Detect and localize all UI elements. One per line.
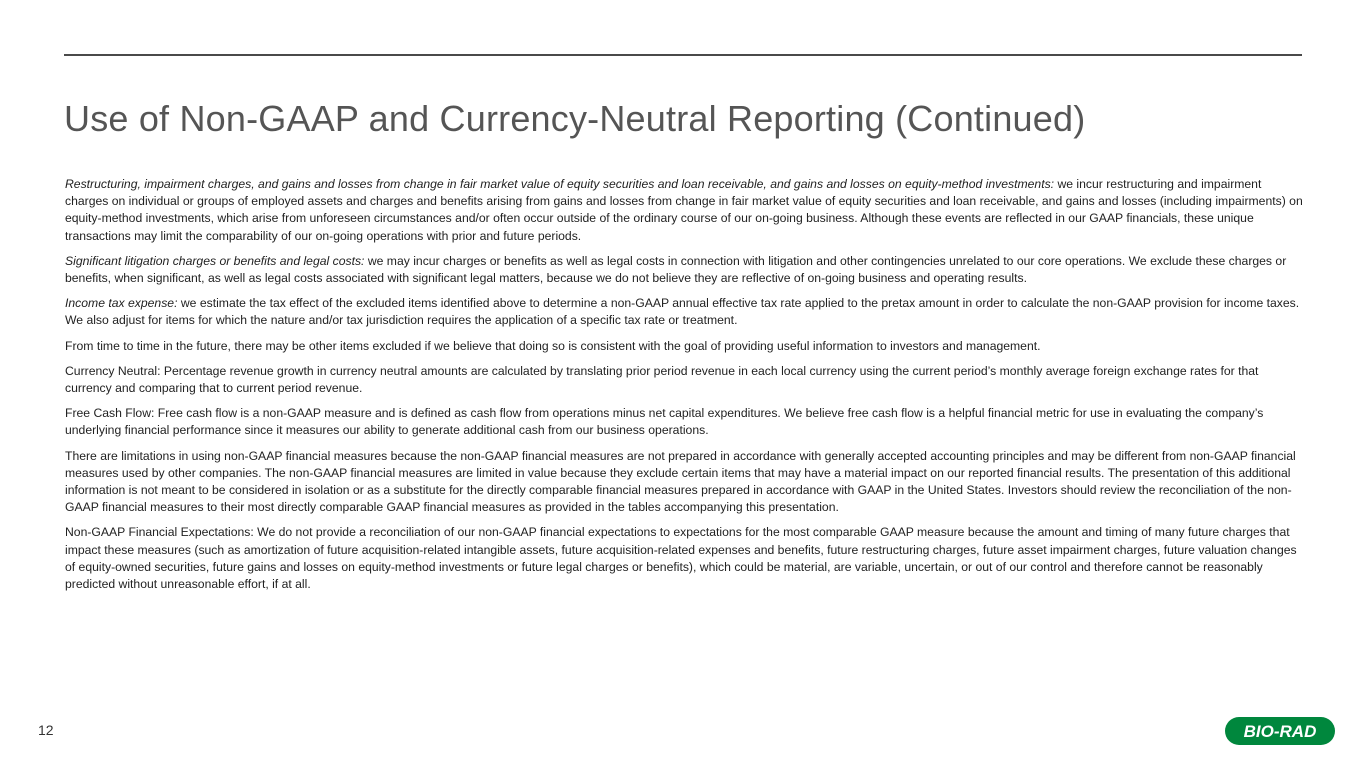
paragraph-free-cash-flow: Free Cash Flow: Free cash flow is a non-GAAP measure and is defined as cash flow from operations minus net capital expenditures. We believe free cash flow is a helpful financial metric for use in evaluating the company’s underlying financial performance since it measures our ability to generate additional cash from our business operations. [65,406,1264,438]
paragraph-restructuring [65,176,1305,245]
paragraph-limitations: There are limitations in using non-GAAP financial measures because the non-GAAP financial measures are not prepared in accordance with generally accepted accounting principles and may be different from non-GAAP financial measures used by other companies. The non-GAAP financial measures are limited in value because they exclude certain items that may have a material impact on our reported financial results. The presentation of this additional information is not meant to be considered in isolation or as a substitute for the directly comparable financial measures prepared in accordance with GAAP in the United States. Investors should review the reconciliation of the non-GAAP financial measures to their most directly comparable GAAP financial measures as provided in the tables accompanying this presentation. [65,448,1296,515]
page-number: 12 [38,722,54,738]
logo-text: BIO-RAD [1243,722,1317,741]
bio-rad-logo [1224,716,1336,746]
paragraph-text: we incur restructuring and impairment charges on individual or groups of employed assets and charges and benefits arising from gains and losses from change in fair market value of equity securities and loan receivable, and gains and losses (including impairments) on equity-method investments, which arise from unforeseen circumstances and/or often occur outside of the ordinary course of our on-going business. Although these events are reflected in our GAAP financials, these unique transactions may limit the comparability of our on-going operations with prior and future periods. [65,177,1303,243]
paragraph-currency-neutral: Currency Neutral: Percentage revenue growth in currency neutral amounts are calculated by translating prior period revenue in each local currency using the current period’s monthly average foreign exchange rates for that currency and comparing that to current period revenue. [65,363,1259,396]
paragraph-text: we may incur charges or benefits as well as legal costs in connection with litigation and other contingencies unrelated to our core operations. We exclude these charges or benefits, when significant, as well as legal costs associated with significant legal matters, because we do not believe they are reflective of on-going business and operating results. [65,253,1287,286]
paragraph-other-items: From time to time in the future, there may be other items excluded if we believe that doing so is consistent with the goal of providing useful information to investors and management. [65,338,1041,353]
paragraph-text: we estimate the tax effect of the excluded items identified above to determine a non-GAAP annual effective tax rate applied to the pretax amount in order to calculate the non-GAAP provision for income taxes. We also adjust for items for which the nature and/or tax jurisdiction requires the application of a specific tax rate or treatment. [65,296,1300,328]
paragraph-lead: Income tax expense: [65,296,178,311]
paragraph-lead: Significant litigation charges or benefits and legal costs: [65,253,365,268]
page-title: Use of Non-GAAP and Currency-Neutral Reporting (Continued) [64,98,1086,139]
paragraph-lead: Restructuring, impairment charges, and gains and losses from change in fair market value of equity securities and loan receivable, and gains and losses on equity-method investments: [65,177,1055,191]
paragraph-litigation [65,253,1305,287]
top-divider [64,54,1302,56]
paragraph-expectations: Non-GAAP Financial Expectations: We do not provide a reconciliation of our non-GAAP financial expectations to expectations for the most comparable GAAP measure because the amount and timing of many future charges that impact these measures (such as amortization of future acquisition-related intangible assets, future acquisition-related expenses and benefits, future restructuring charges, future asset impairment charges, future valuation changes of equity-owned securities, future gains and losses on equity-method investments or future legal charges or benefits), which could be material, are variable, uncertain, or out of our control and therefore cannot be reasonably predicted without unreasonable effort, if at all. [65,525,1297,592]
paragraph-income-tax [65,295,1305,329]
body-text [65,176,1305,601]
